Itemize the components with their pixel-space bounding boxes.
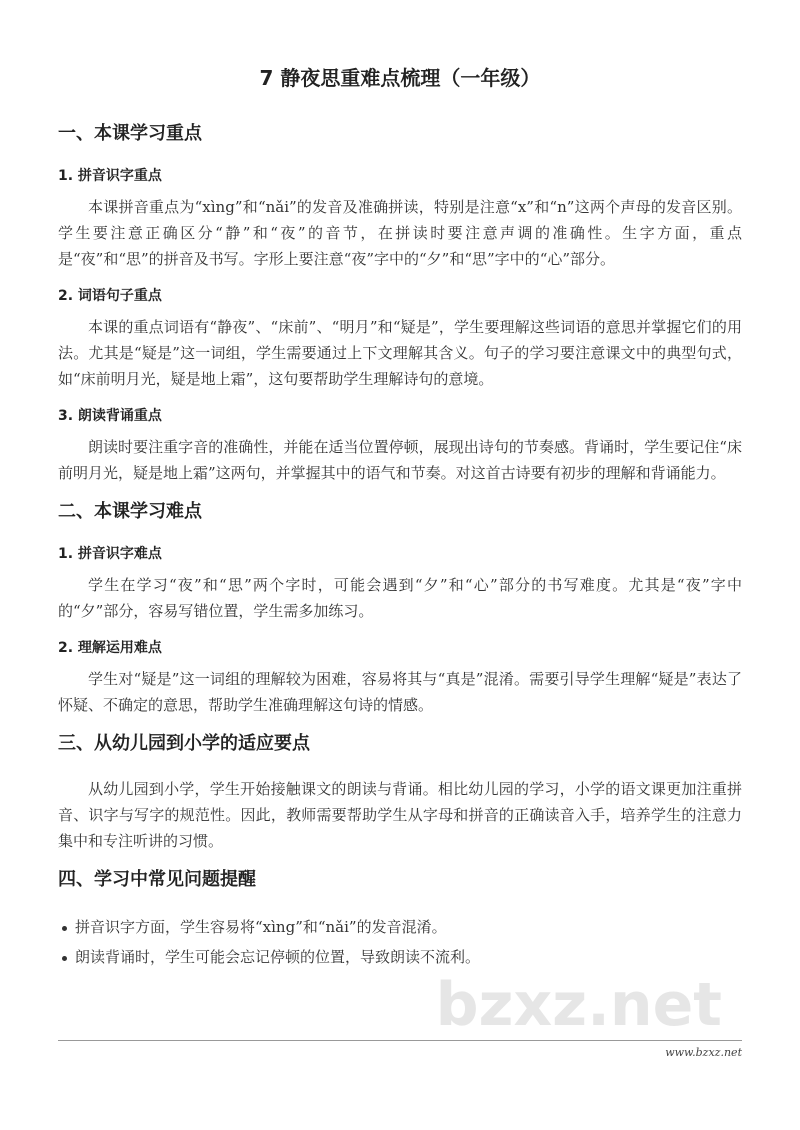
paragraph: 朗读时要注重字音的准确性，并能在适当位置停顿，展现出诗句的节奏感。背诵时，学生要记住“床前明月光，疑是地上霜”这两句，并掌握其中的语气和节奏。对这首古诗要有初步的理解和背诵能力。 bbox=[58, 438, 742, 482]
section-heading-1: 一、本课学习重点 bbox=[58, 123, 202, 144]
subsection-heading: 3. 朗读背诵重点 bbox=[58, 408, 162, 424]
footer-url: www.bzxz.net bbox=[665, 1046, 742, 1059]
paragraph: 本课拼音重点为“xìng”和“nǎi”的发音及准确拼读，特别是注意“x”和“n”这两个声母的发音区别。学生要注意正确区分“静”和“夜”的音节，在拼读时要注意声调的准确性。生字方面，重点是“夜”和“思”的拼音及书写。字形上要注意“夜”字中的“夕”和“思”字中的“心”部分。 bbox=[58, 198, 742, 268]
list-item bbox=[58, 942, 742, 972]
paragraph: 本课的重点词语有“静夜”、“床前”、“明月”和“疑是”，学生要理解这些词语的意思并掌握它们的用法。尤其是“疑是”这一词组，学生需要通过上下文理解其含义。句子的学习要注意课文中的典型句式，如“床前明月光，疑是地上霜”，这句要帮助学生理解诗句的意境。 bbox=[58, 318, 742, 388]
list-item-text: 拼音识字方面，学生容易将“xìng”和“nǎi”的发音混淆。 bbox=[75, 918, 447, 936]
page-title: 7 静夜思重难点梳理（一年级） bbox=[259, 66, 541, 90]
subsection-heading: 1. 拼音识字重点 bbox=[58, 168, 162, 184]
watermark: bzxz.net bbox=[435, 970, 722, 1040]
list-item bbox=[58, 912, 742, 942]
section-heading-2: 二、本课学习难点 bbox=[58, 501, 202, 522]
subsection-heading: 1. 拼音识字难点 bbox=[58, 546, 162, 562]
footer-divider bbox=[58, 1040, 742, 1041]
section-heading-4: 四、学习中常见问题提醒 bbox=[58, 869, 256, 890]
paragraph: 学生在学习“夜”和“思”两个字时，可能会遇到“夕”和“心”部分的书写难度。尤其是“夜”字中的“夕”部分，容易写错位置，学生需多加练习。 bbox=[58, 576, 742, 620]
paragraph: 从幼儿园到小学，学生开始接触课文的朗读与背诵。相比幼儿园的学习，小学的语文课更加注重拼音、识字与写字的规范性。因此，教师需要帮助学生从字母和拼音的正确读音入手，培养学生的注意力集中和专注听讲的习惯。 bbox=[58, 780, 742, 850]
subsection-heading: 2. 词语句子重点 bbox=[58, 288, 162, 304]
bullet-icon bbox=[62, 926, 67, 931]
paragraph: 学生对“疑是”这一词组的理解较为困难，容易将其与“真是”混淆。需要引导学生理解“疑是”表达了怀疑、不确定的意思，帮助学生准确理解这句诗的情感。 bbox=[58, 670, 742, 714]
bullet-icon bbox=[62, 956, 67, 961]
section-heading-3: 三、从幼儿园到小学的适应要点 bbox=[58, 733, 310, 754]
subsection-heading: 2. 理解运用难点 bbox=[58, 640, 162, 656]
list-item-text: 朗读背诵时，学生可能会忘记停顿的位置，导致朗读不流利。 bbox=[75, 948, 481, 966]
